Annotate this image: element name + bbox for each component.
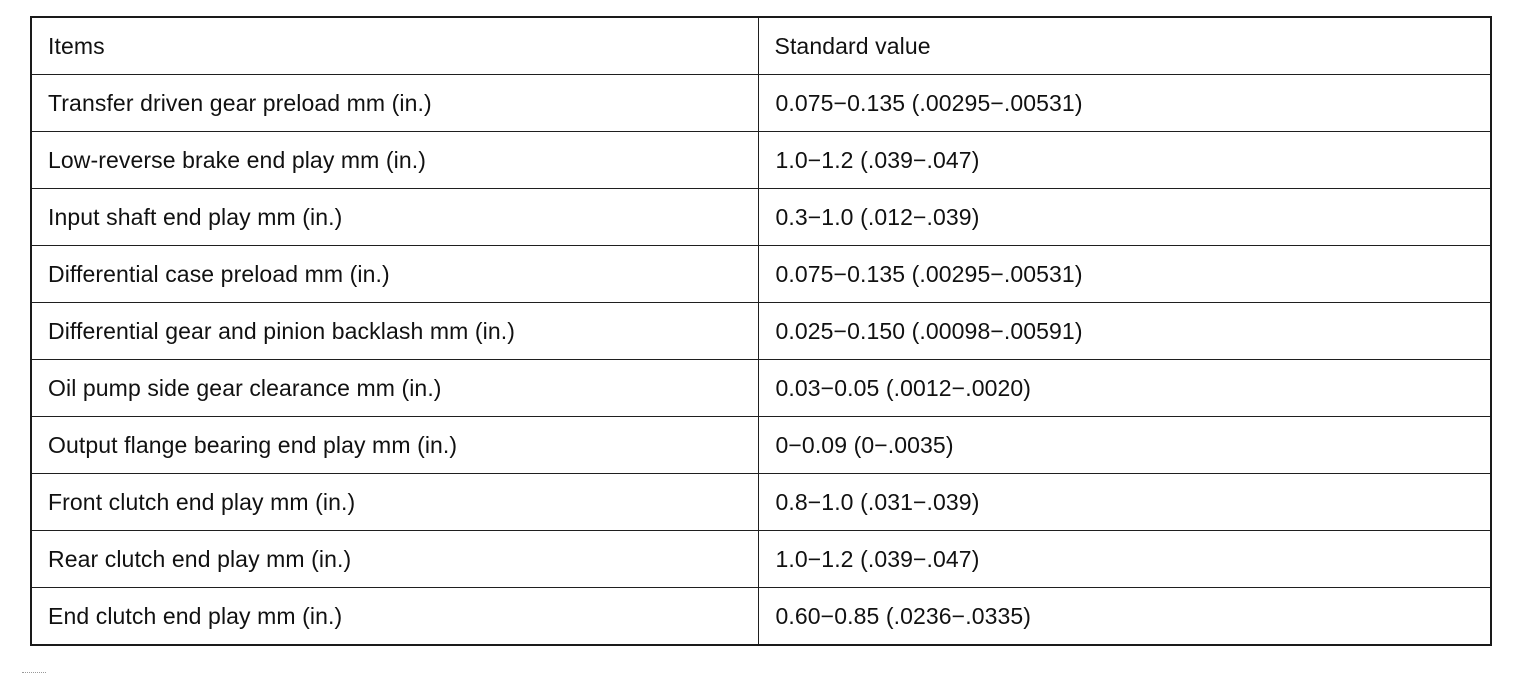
item-cell: Input shaft end play mm (in.) xyxy=(31,189,758,246)
value-cell: 0.075−0.135 (.00295−.00531) xyxy=(758,75,1491,132)
scan-artifact xyxy=(22,672,46,675)
item-cell: Differential case preload mm (in.) xyxy=(31,246,758,303)
item-cell: Differential gear and pinion backlash mm (in.) xyxy=(31,303,758,360)
value-cell: 0.3−1.0 (.012−.039) xyxy=(758,189,1491,246)
value-cell: 0.8−1.0 (.031−.039) xyxy=(758,474,1491,531)
table-row xyxy=(31,75,1491,132)
table-row xyxy=(31,303,1491,360)
column-header-items: Items xyxy=(31,17,758,75)
table-row xyxy=(31,189,1491,246)
table-row xyxy=(31,360,1491,417)
item-cell: Oil pump side gear clearance mm (in.) xyxy=(31,360,758,417)
item-cell: Transfer driven gear preload mm (in.) xyxy=(31,75,758,132)
value-cell: 0.03−0.05 (.0012−.0020) xyxy=(758,360,1491,417)
table-header xyxy=(31,17,1491,75)
table-row xyxy=(31,474,1491,531)
header-row xyxy=(31,17,1491,75)
item-cell: End clutch end play mm (in.) xyxy=(31,588,758,646)
table-row xyxy=(31,246,1491,303)
table-row xyxy=(31,417,1491,474)
table-body xyxy=(31,75,1491,646)
specification-table xyxy=(30,16,1492,646)
value-cell: 1.0−1.2 (.039−.047) xyxy=(758,531,1491,588)
value-cell: 0−0.09 (0−.0035) xyxy=(758,417,1491,474)
table-row xyxy=(31,588,1491,646)
item-cell: Rear clutch end play mm (in.) xyxy=(31,531,758,588)
value-cell: 1.0−1.2 (.039−.047) xyxy=(758,132,1491,189)
column-header-standard-value: Standard value xyxy=(758,17,1491,75)
value-cell: 0.025−0.150 (.00098−.00591) xyxy=(758,303,1491,360)
value-cell: 0.60−0.85 (.0236−.0335) xyxy=(758,588,1491,646)
table-row xyxy=(31,132,1491,189)
item-cell: Front clutch end play mm (in.) xyxy=(31,474,758,531)
value-cell: 0.075−0.135 (.00295−.00531) xyxy=(758,246,1491,303)
item-cell: Low-reverse brake end play mm (in.) xyxy=(31,132,758,189)
table-row xyxy=(31,531,1491,588)
item-cell: Output flange bearing end play mm (in.) xyxy=(31,417,758,474)
